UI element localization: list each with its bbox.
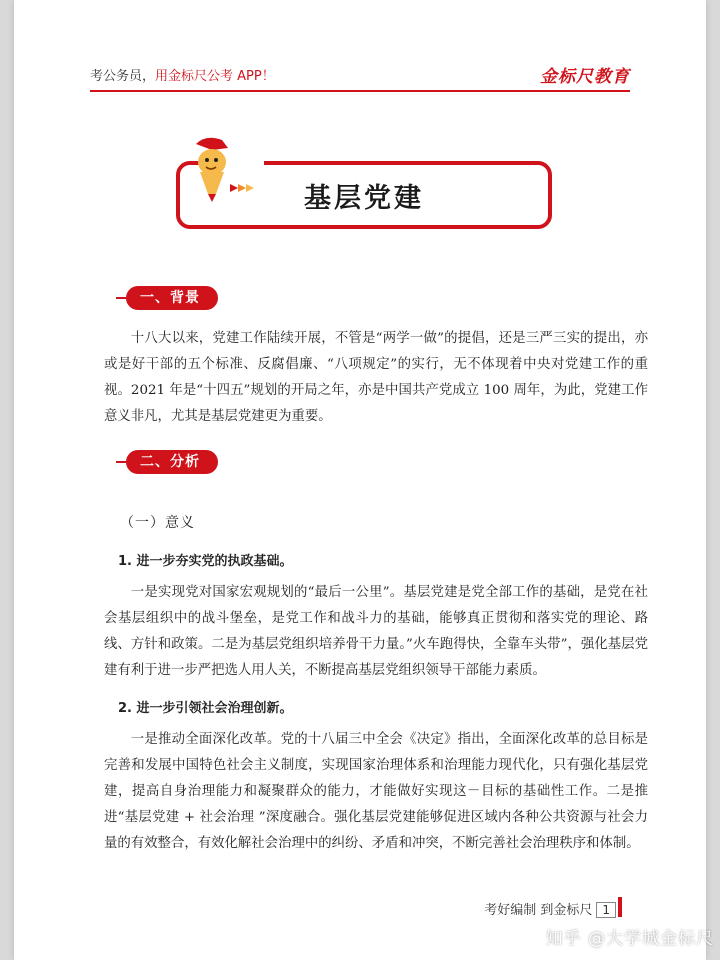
point-1-title: 1. 进一步夯实党的执政基础。 xyxy=(118,554,293,569)
header-slogan-highlight: 用金标尺公考 APP！ xyxy=(155,69,275,84)
point-2-title: 2. 进一步引领社会治理创新。 xyxy=(118,701,293,716)
header-divider xyxy=(90,90,630,92)
brand-logo: 金标尺教育 xyxy=(540,67,630,87)
header-slogan-prefix: 考公务员， xyxy=(90,69,156,84)
header-slogan xyxy=(90,65,275,84)
background-paragraph: 十八大以来，党建工作陆续开展，不管是“两学一做”的提倡，还是三严三实的提出，亦或是好干部的五个标准、反腐倡廉、“八项规定”的实行，无不体现着中央对党建工作的重视。2021 年是“十四五”规划的开局之年，亦是中国共产党成立 100 周年，为此，党建工作意义非凡，尤其是基层党建更为重要。 xyxy=(104,331,648,424)
section-heading-analysis: 二、分析 xyxy=(126,450,218,474)
page-footer xyxy=(484,899,616,918)
point-1-paragraph: 一是实现党对国家宏观规划的“最后一公里”。基层党建是党全部工作的基础，是党在社会基层组织中的战斗堡垒，是党工作和战斗力的基础，能够真正贯彻和落实党的理论、路线、方针和政策。二是为基层党组织培养骨干力量。”火车跑得快，全靠车头带”，强化基层党建有利于进一步严把选人用人关，不断提高基层党组织领导干部能力素质。 xyxy=(104,585,648,678)
point-2-paragraph: 一是推动全面深化改革。党的十八届三中全会《决定》指出，全面深化改革的总目标是完善和发展中国特色社会主义制度，实现国家治理体系和治理能力现代化，只有强化基层党建，提高自身治理能力和凝聚群众的能力，才能做好实现这－目标的基础性工作。二是推进“基层党建 + 社会治理 ”深度融合。强化基层党建能够促进区域内各种公共资源与社会力量的有效整合，有效化解社会治理中的纠纷、矛盾和冲突，不断完善社会治理秩序和体制。 xyxy=(104,732,648,851)
subheading-significance: （一）意义 xyxy=(120,515,195,531)
footer-text: 考好编制 到金标尺 xyxy=(484,903,593,918)
page-title: 基层党建 xyxy=(304,183,424,214)
section-heading-background: 一、背景 xyxy=(126,286,218,310)
document-page xyxy=(14,0,706,960)
footer-accent-bar xyxy=(618,897,622,917)
page-number: 1 xyxy=(596,902,616,918)
zhihu-watermark: 知乎 @大学城金标尺 xyxy=(545,929,714,949)
